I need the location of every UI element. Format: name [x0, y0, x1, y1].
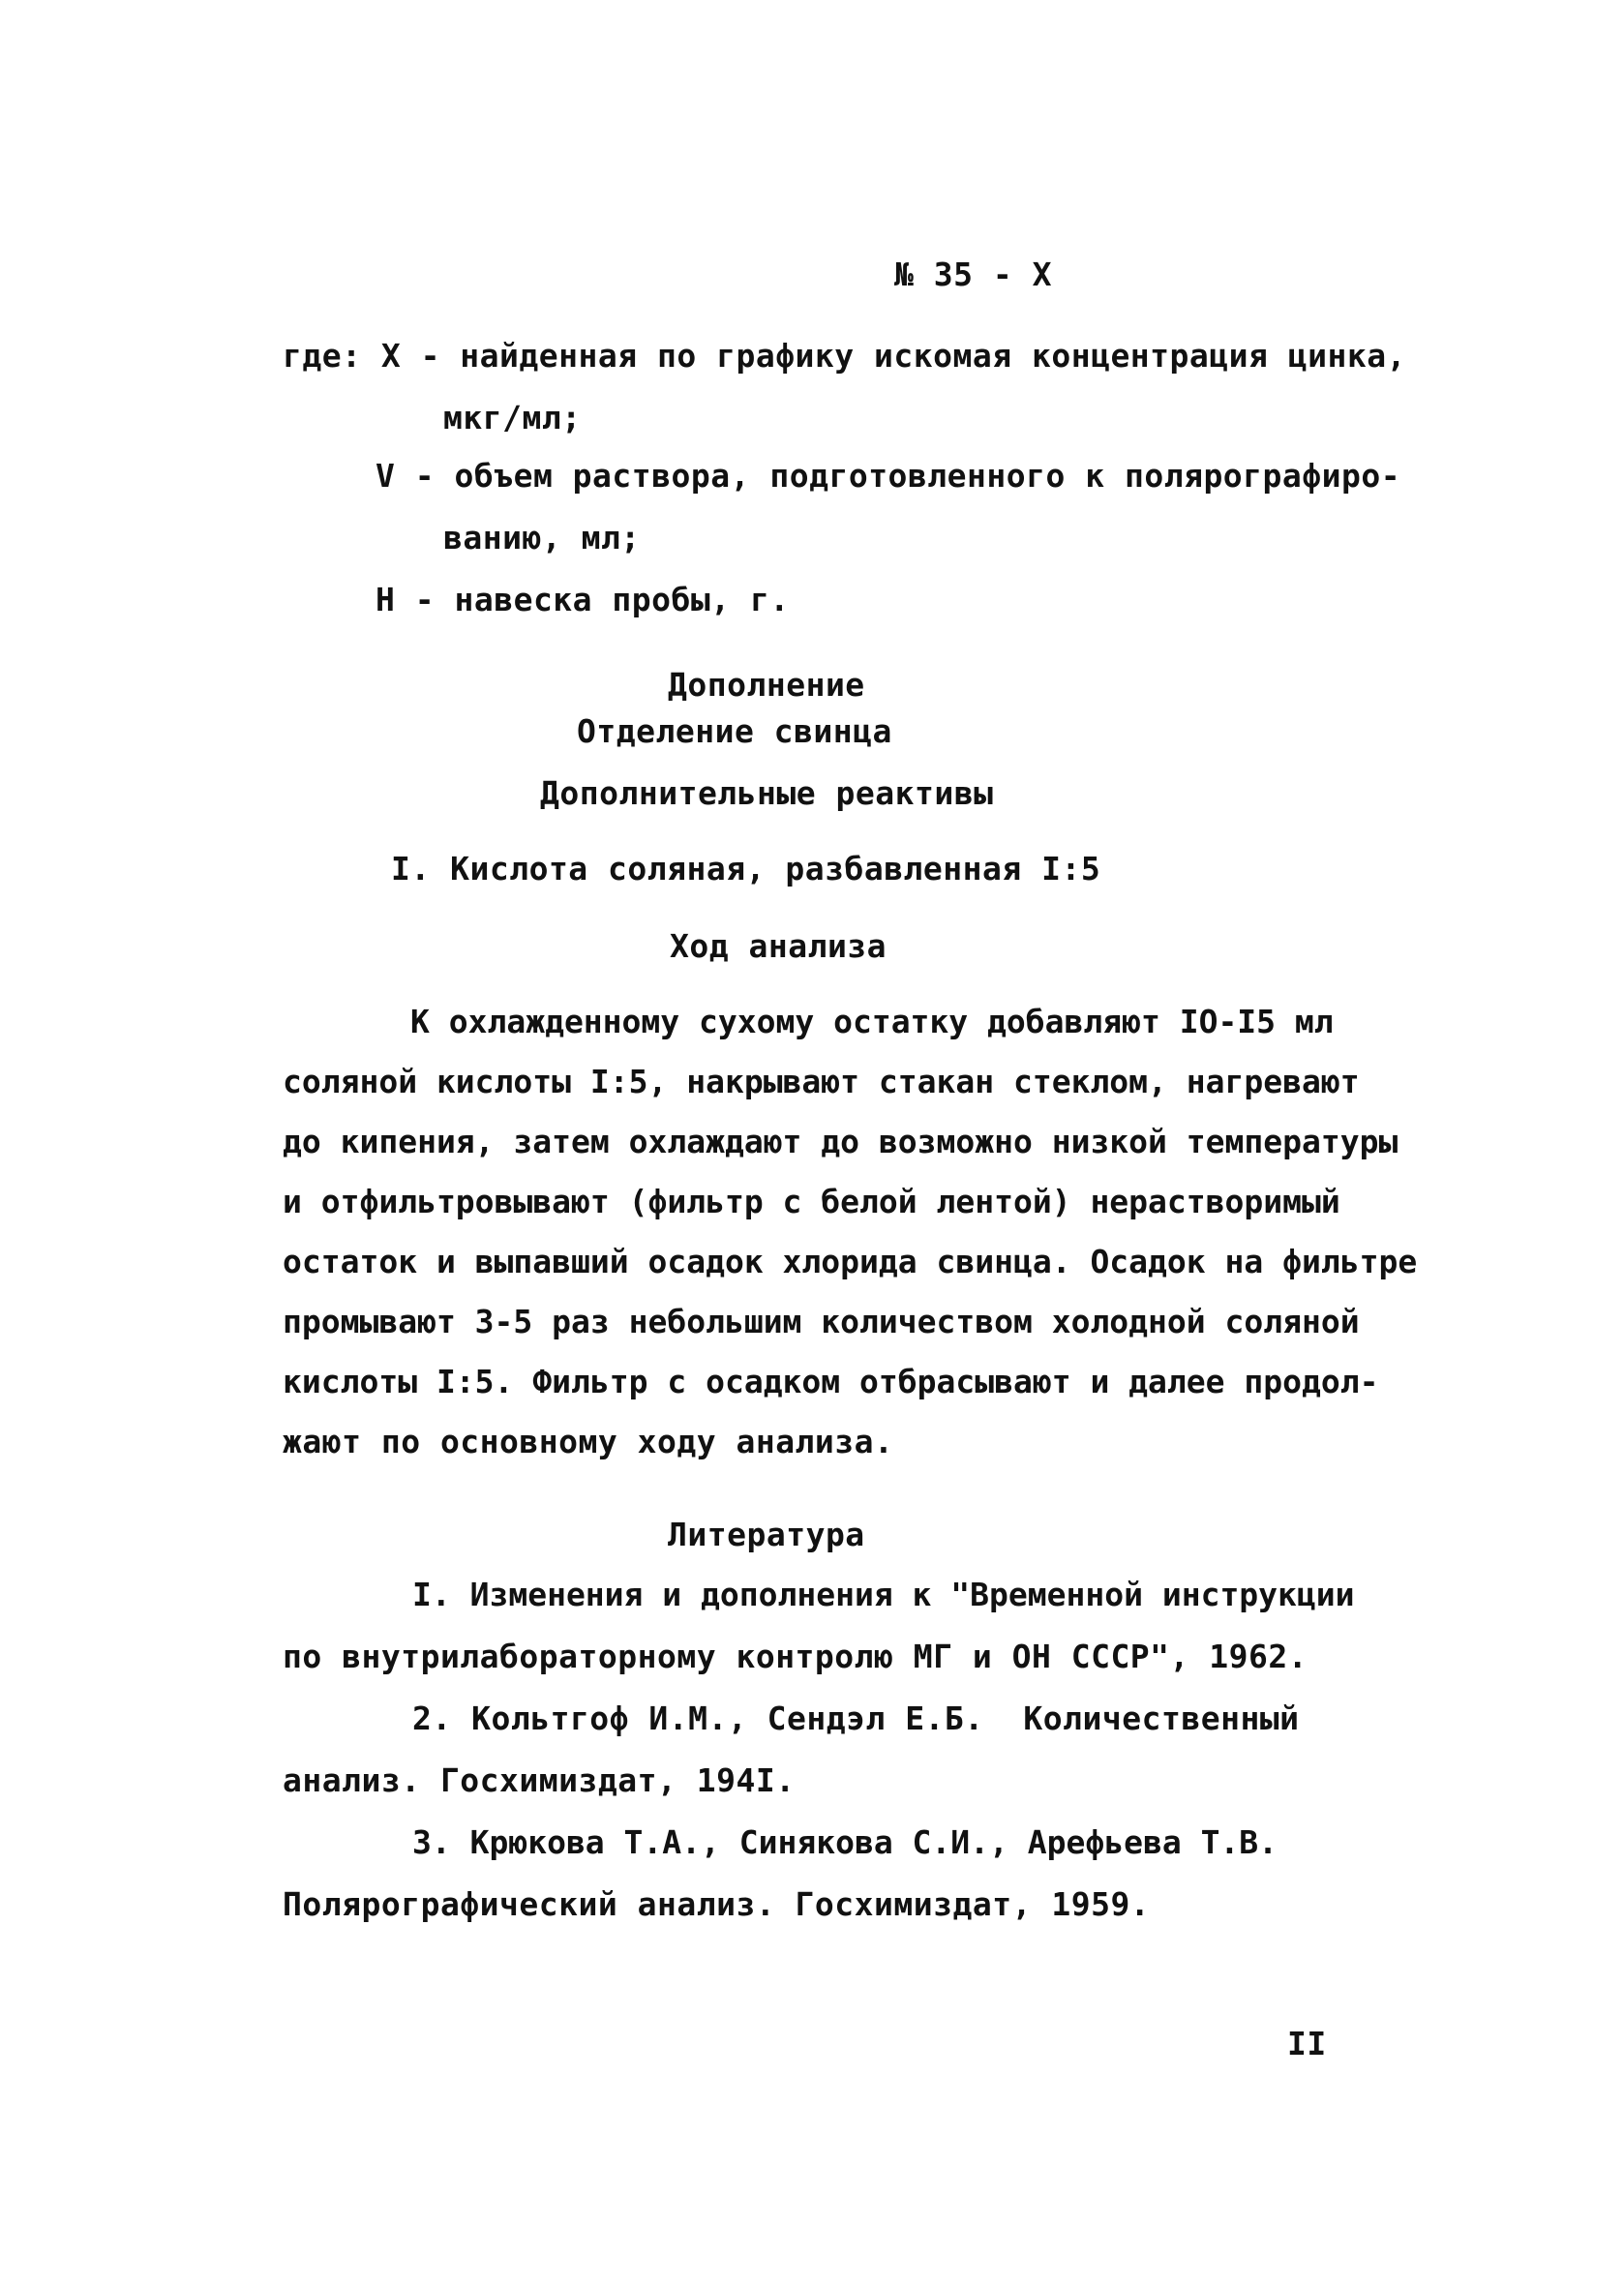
reagent-item-1: I. Кислота соляная, разбавленная I:5 [391, 850, 1101, 887]
procedure-line-7: кислоты I:5. Фильтр с осадком отбрасывают и далее продол- [283, 1363, 1379, 1400]
literature-item-1-line-2: по внутрилабораторному контролю МГ и ОН СССР", 1962. [283, 1638, 1308, 1675]
procedure-line-4: и отфильтровывают (фильтр с белой лентой) нерастворимый [283, 1183, 1340, 1220]
procedure-line-8: жают по основному ходу анализа. [283, 1423, 894, 1460]
appendix-title: Дополнение [668, 666, 865, 704]
literature-item-3-line-1: 3. Крюкова Т.А., Синякова С.И., Арефьева Т.В. [412, 1823, 1278, 1861]
legend-line-x: где: X - найденная по графику искомая концентрация цинка, [283, 337, 1406, 375]
legend-line-h: Н - навеска пробы, г. [376, 581, 790, 618]
appendix-subtitle: Отделение свинца [577, 712, 892, 750]
literature-item-2-line-1: 2. Кольтгоф И.М., Сендэл Е.Б. Количественный [412, 1699, 1300, 1737]
procedure-line-2: соляной кислоты I:5, накрывают стакан стеклом, нагревают [283, 1063, 1360, 1100]
procedure-line-1: К охлажденному сухому остатку добавляют IO-I5 мл [410, 1003, 1334, 1040]
procedure-line-3: до кипения, затем охлаждают до возможно низкой температуры [283, 1123, 1398, 1160]
literature-item-1-line-1: I. Изменения и дополнения к "Временной инструкции [412, 1576, 1355, 1613]
formula-header: № 35 - X [894, 256, 1052, 293]
procedure-line-5: остаток и выпавший осадок хлорида свинца. Осадок на фильтре [283, 1243, 1418, 1280]
literature-item-3-line-2: Полярографический анализ. Госхимиздат, 1959. [283, 1885, 1151, 1923]
literature-item-2-line-2: анализ. Госхимиздат, 194I. [283, 1761, 796, 1799]
page-number: II [1287, 2025, 1327, 2062]
literature-title: Литература [668, 1516, 865, 1553]
procedure-line-6: промывают 3-5 раз небольшим количеством холодной соляной [283, 1303, 1360, 1340]
legend-line-v-unit: ванию, мл; [443, 519, 641, 556]
legend-line-x-unit: мкг/мл; [443, 399, 582, 436]
procedure-title: Ход анализа [670, 927, 887, 965]
legend-line-v: V - объем раствора, подготовленного к полярографиро- [376, 457, 1401, 495]
reagents-title: Дополнительные реактивы [540, 774, 994, 812]
